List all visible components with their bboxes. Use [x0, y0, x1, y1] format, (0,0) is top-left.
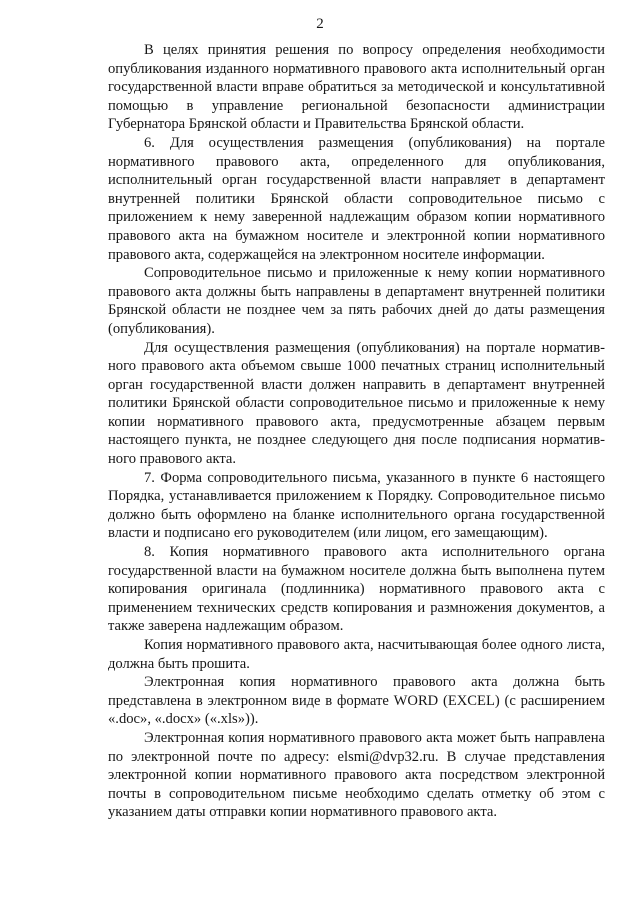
paragraph: Электронная копия нормативного правового акта может быть направлена по электронной почте по адресу: elsmi@dvp32.ru. В случае представления электронной копии нормативного правового акта посредством электронной почты в сопроводительном письме необходимо сделать отметку об этом с указанием даты отправки копии нормативного правового акта.	[108, 729, 605, 821]
page-number: 2	[316, 16, 324, 32]
paragraph: В целях принятия решения по вопросу определения необходимости опубликования изданного нормативного правового акта исполнительный орган государственной власти вправе обратиться за методической и консультативной помощью в управление региональной безопасности администрации Губернатора Брянской области и Правительства Брянской области.	[108, 42, 605, 133]
paragraph: 8. Копия нормативного правового акта исполнительного органа государственной власти на бумажном носителе должна быть выполнена путем копирования оригинала (подлинника) нормативного правового акта с применением технических средств копирования и размножения документов, а также заверена надлежащим образом.	[108, 544, 605, 635]
paragraph: Сопроводительное письмо и приложенные к нему копии нормативного правового акта должны быть направлены в департамент внутренней политики Брянской области не позднее чем за пять рабочих дней до даты размещения (опубликования).	[108, 265, 605, 337]
paragraph: 7. Форма сопроводительного письма, указанного в пункте 6 настоящего Порядка, устанавливается приложением к Порядку. Сопроводительное письмо должно быть оформлено на бланке исполнительного органа государственной власти и подписано его руководителем (или лицом, его замещающим).	[108, 469, 605, 542]
paragraph: 6. Для осуществления размещения (опубликования) на портале нормативного правового акта, определенного для опубликования, исполнительный орган государственной власти направляет в департамент внутренней политики Брянской области сопроводительное письмо с приложением к нему заверенной надлежащим образом копии нормативного правового акта на бумажном носителе и электронной копии нормативного правового акта, содержащейся на электронном носителе информации.	[108, 134, 605, 263]
paragraph: Для осуществления размещения (опубликования) на портале нормативного правового акта объемом свыше 1000 печатных страниц исполнительный орган государственной власти должен направить в департамент внутренней политики Брянской области сопроводительное письмо и приложенные к нему копии нормативного правового акта, предусмотренные абзацем первым настоящего пункта, не позднее следующего дня после подписания нормативного правового акта.	[108, 339, 605, 468]
paragraph: Электронная копия нормативного правового акта должна быть представлена в электронном виде в формате WORD (EXCEL) (с расширением «.doc», «.docx» («.xls»)).	[108, 674, 605, 728]
document-body	[108, 41, 605, 822]
paragraph: Копия нормативного правового акта, насчитывающая более одного листа, должна быть прошита.	[108, 637, 605, 672]
